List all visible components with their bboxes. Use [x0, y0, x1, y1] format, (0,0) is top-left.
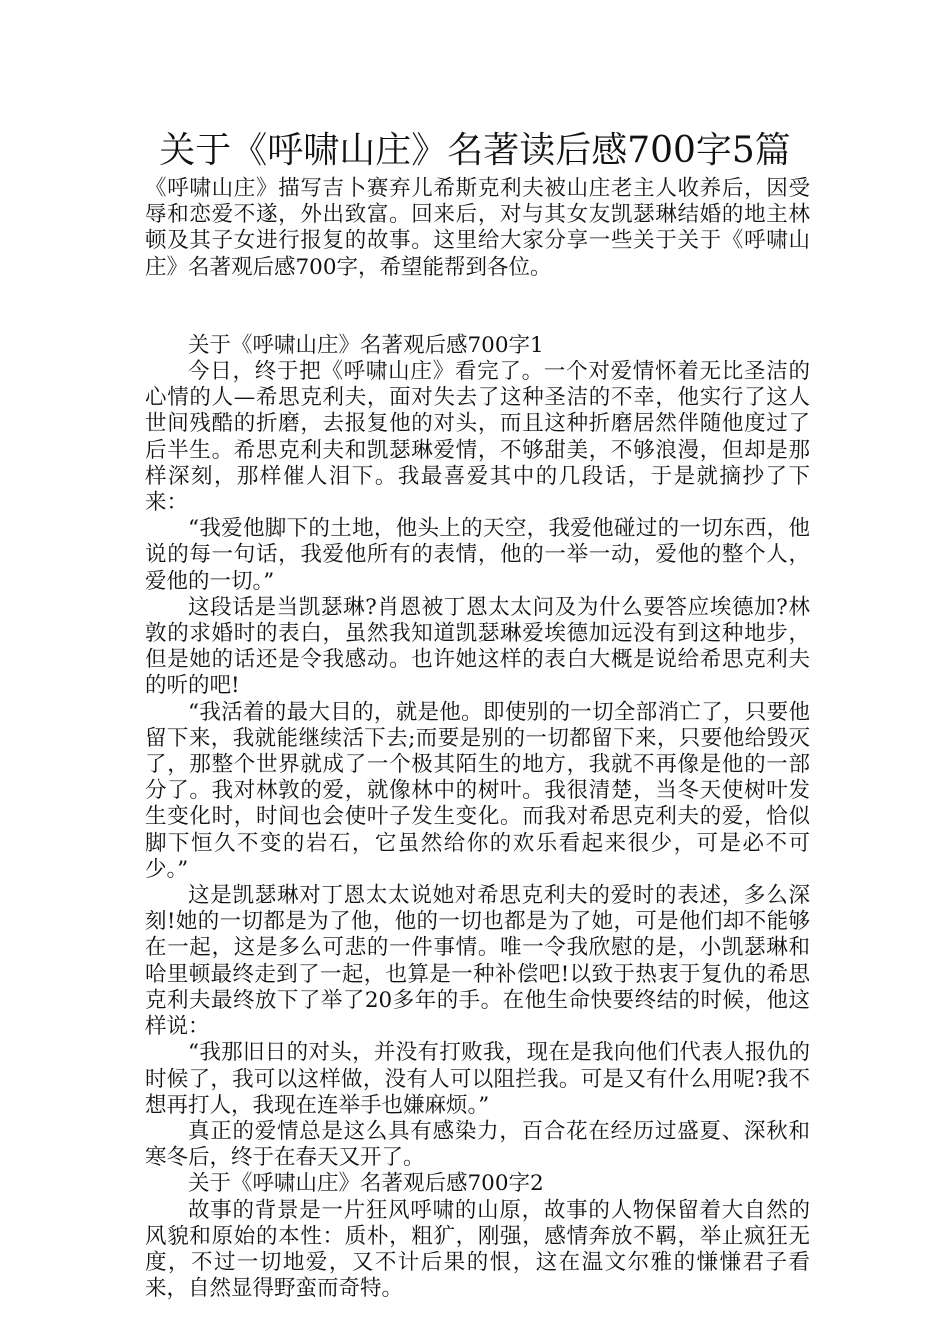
section-heading-1: 关于《呼啸山庄》名著观后感700字1: [188, 332, 544, 358]
body-paragraph: 这是凯瑟琳对丁恩太太说她对希思克利夫的爱时的表述，多么深刻!她的一切都是为了他，他的一切也都是为了她，可是他们却不能够在一起，这是多么可悲的一件事情。唯一令我欣慰的是，小凯瑟琳和哈里顿最终走到了一起，也算是一种补偿吧!以致于热衷于复仇的希思克利夫最终放下了举了20多年的手。在他生命快要终结的时候，他这样说：: [145, 883, 810, 1040]
document-body: [145, 176, 810, 1302]
intro-paragraph: 《呼啸山庄》描写吉卜赛弃儿希斯克利夫被山庄老主人收养后，因受辱和恋爱不遂，外出致富。回来后，对与其女友凯瑟琳结婚的地主林顿及其子女进行报复的故事。这里给大家分享一些关于关于《呼啸山庄》名著观后感700字，希望能帮到各位。: [145, 176, 810, 280]
body-paragraph: 今日，终于把《呼啸山庄》看完了。一个对爱情怀着无比圣洁的心情的人—希思克利夫，面对失去了这种圣洁的不幸，他实行了这人世间残酷的折磨，去报复他的对头，而且这种折磨居然伴随他度过了后半生。希思克利夫和凯瑟琳爱情，不够甜美，不够浪漫，但却是那样深刻，那样催人泪下。我最喜爱其中的几段话，于是就摘抄了下来：: [145, 359, 810, 516]
body-paragraph: 故事的背景是一片狂风呼啸的山原，故事的人物保留着大自然的风貌和原始的本性：质朴，粗犷，刚强，感情奔放不羁，举止疯狂无度，不过一切地爱，又不计后果的恨，这在温文尔雅的慊慊君子看来，自然显得野蛮而奇特。: [145, 1197, 810, 1302]
body-paragraph: 这段话是当凯瑟琳?肖恩被丁恩太太问及为什么要答应埃德加?林敦的求婚时的表白，虽然我知道凯瑟琳爱埃德加远没有到这种地步，但是她的话还是令我感动。也许她这样的表白大概是说给希思克利夫的听的吧!: [145, 594, 810, 699]
section-heading-2: 关于《呼啸山庄》名著观后感700字2: [188, 1171, 544, 1197]
quote-paragraph: “我爱他脚下的土地，他头上的天空，我爱他碰过的一切东西，他说的每一句话，我爱他所有的表情，他的一举一动，爱他的整个人，爱他的一切。”: [145, 516, 810, 594]
paragraph-spacer: [145, 281, 810, 333]
document-title: 关于《呼啸山庄》名著读后感700字5篇: [159, 130, 791, 171]
quote-paragraph: “我那旧日的对头，并没有打败我，现在是我向他们代表人报仇的时候了，我可以这样做，没有人可以阻拦我。可是又有什么用呢?我不想再打人，我现在连举手也嫌麻烦。”: [145, 1040, 810, 1118]
body-paragraph: 真正的爱情总是这么具有感染力，百合花在经历过盛夏、深秋和寒冬后，终于在春天又开了。: [145, 1118, 810, 1171]
quote-paragraph: “我活着的最大目的，就是他。即使别的一切全部消亡了，只要他留下来，我就能继续活下去;而要是别的一切都留下来，只要他给毁灭了，那整个世界就成了一个极其陌生的地方，我就不再像是他的一部分了。我对林敦的爱，就像林中的树叶。我很清楚，当冬天使树叶发生变化时，时间也会使叶子发生变化。而我对希思克利夫的爱，恰似脚下恒久不变的岩石，它虽然给你的欢乐看起来很少，可是必不可少。”: [145, 699, 810, 882]
